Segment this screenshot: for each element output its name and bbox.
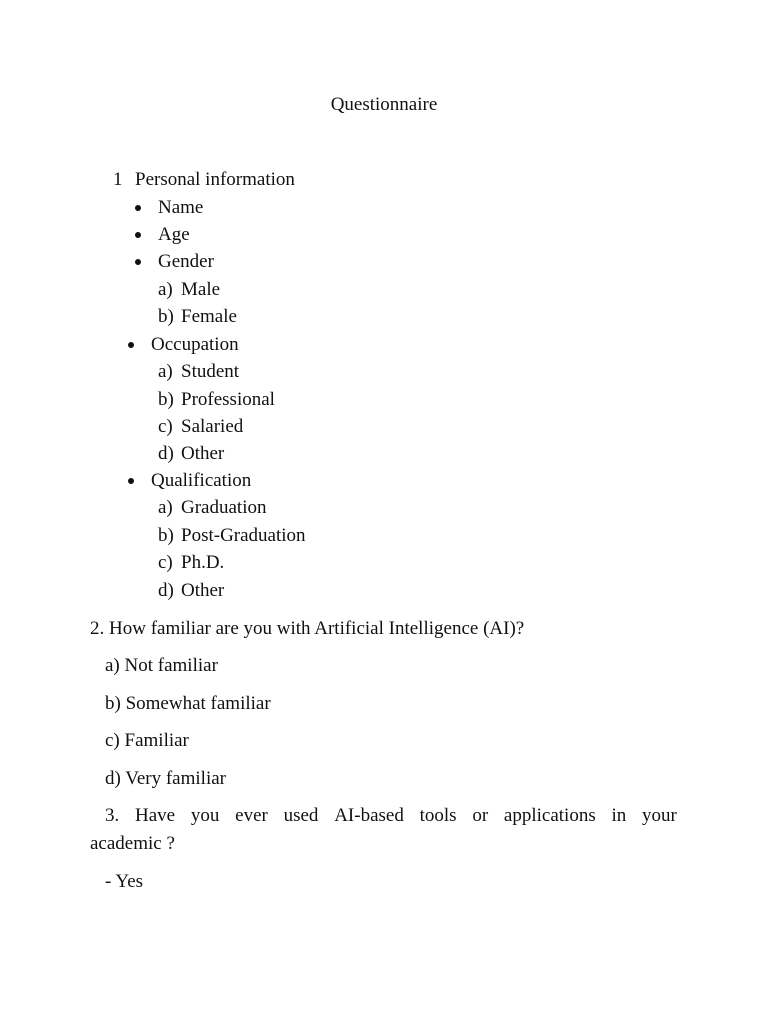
option-text: Ph.D.: [181, 552, 225, 573]
bullet-icon: [135, 259, 141, 265]
option-text: Post-Graduation: [181, 525, 306, 546]
option-marker: d): [158, 443, 174, 464]
document-title: Questionnaire: [330, 94, 438, 115]
question-3-word: applications: [503, 805, 596, 826]
option-marker: b): [158, 306, 174, 327]
option-text: Graduation: [181, 497, 267, 518]
question-3-word: used: [283, 805, 319, 826]
question-3-word: your: [642, 805, 677, 826]
option-marker: a): [158, 279, 173, 300]
question-3-word: 3.: [105, 805, 120, 826]
option-marker: b): [158, 525, 174, 546]
section-heading: Personal information: [135, 169, 295, 190]
option-text: Professional: [181, 389, 275, 410]
question-3-text: [90, 802, 677, 858]
bullet-icon: [128, 342, 134, 348]
option-text: Student: [181, 361, 240, 382]
list-item-name: Name: [158, 197, 204, 218]
option-marker: c): [158, 416, 173, 437]
question-2-option: d) Very familiar: [105, 768, 226, 789]
question-2-option: b) Somewhat familiar: [105, 693, 271, 714]
question-2-text: 2. How familiar are you with Artificial Intelligence (AI)?: [90, 618, 525, 639]
option-marker: c): [158, 552, 173, 573]
option-marker: b): [158, 389, 174, 410]
option-marker: d): [158, 580, 174, 601]
question-2-option: a) Not familiar: [105, 655, 218, 676]
question-3-continuation: academic ?: [90, 833, 175, 854]
list-item-qualification: Qualification: [151, 470, 252, 491]
list-item-age: Age: [158, 224, 190, 245]
question-3-first-line: [90, 802, 677, 830]
option-text: Salaried: [181, 416, 244, 437]
option-marker: a): [158, 497, 173, 518]
question-3-word: you: [190, 805, 220, 826]
question-3-word: or: [472, 805, 489, 826]
bullet-icon: [128, 478, 134, 484]
option-marker: a): [158, 361, 173, 382]
question-3-option: - Yes: [105, 871, 144, 892]
question-3-word: AI-based: [334, 805, 404, 826]
question-3-word: Have: [135, 805, 176, 826]
bullet-icon: [135, 205, 141, 211]
option-text: Other: [181, 580, 225, 601]
option-text: Female: [181, 306, 237, 327]
option-text: Other: [181, 443, 225, 464]
list-item-gender: Gender: [158, 251, 214, 272]
option-text: Male: [181, 279, 221, 300]
question-3-word: ever: [235, 805, 268, 826]
question-3-word: tools: [419, 805, 457, 826]
section-number: 1: [113, 169, 123, 190]
question-2-option: c) Familiar: [105, 730, 189, 751]
bullet-icon: [135, 232, 141, 238]
list-item-occupation: Occupation: [151, 334, 239, 355]
question-3-word: in: [611, 805, 627, 826]
